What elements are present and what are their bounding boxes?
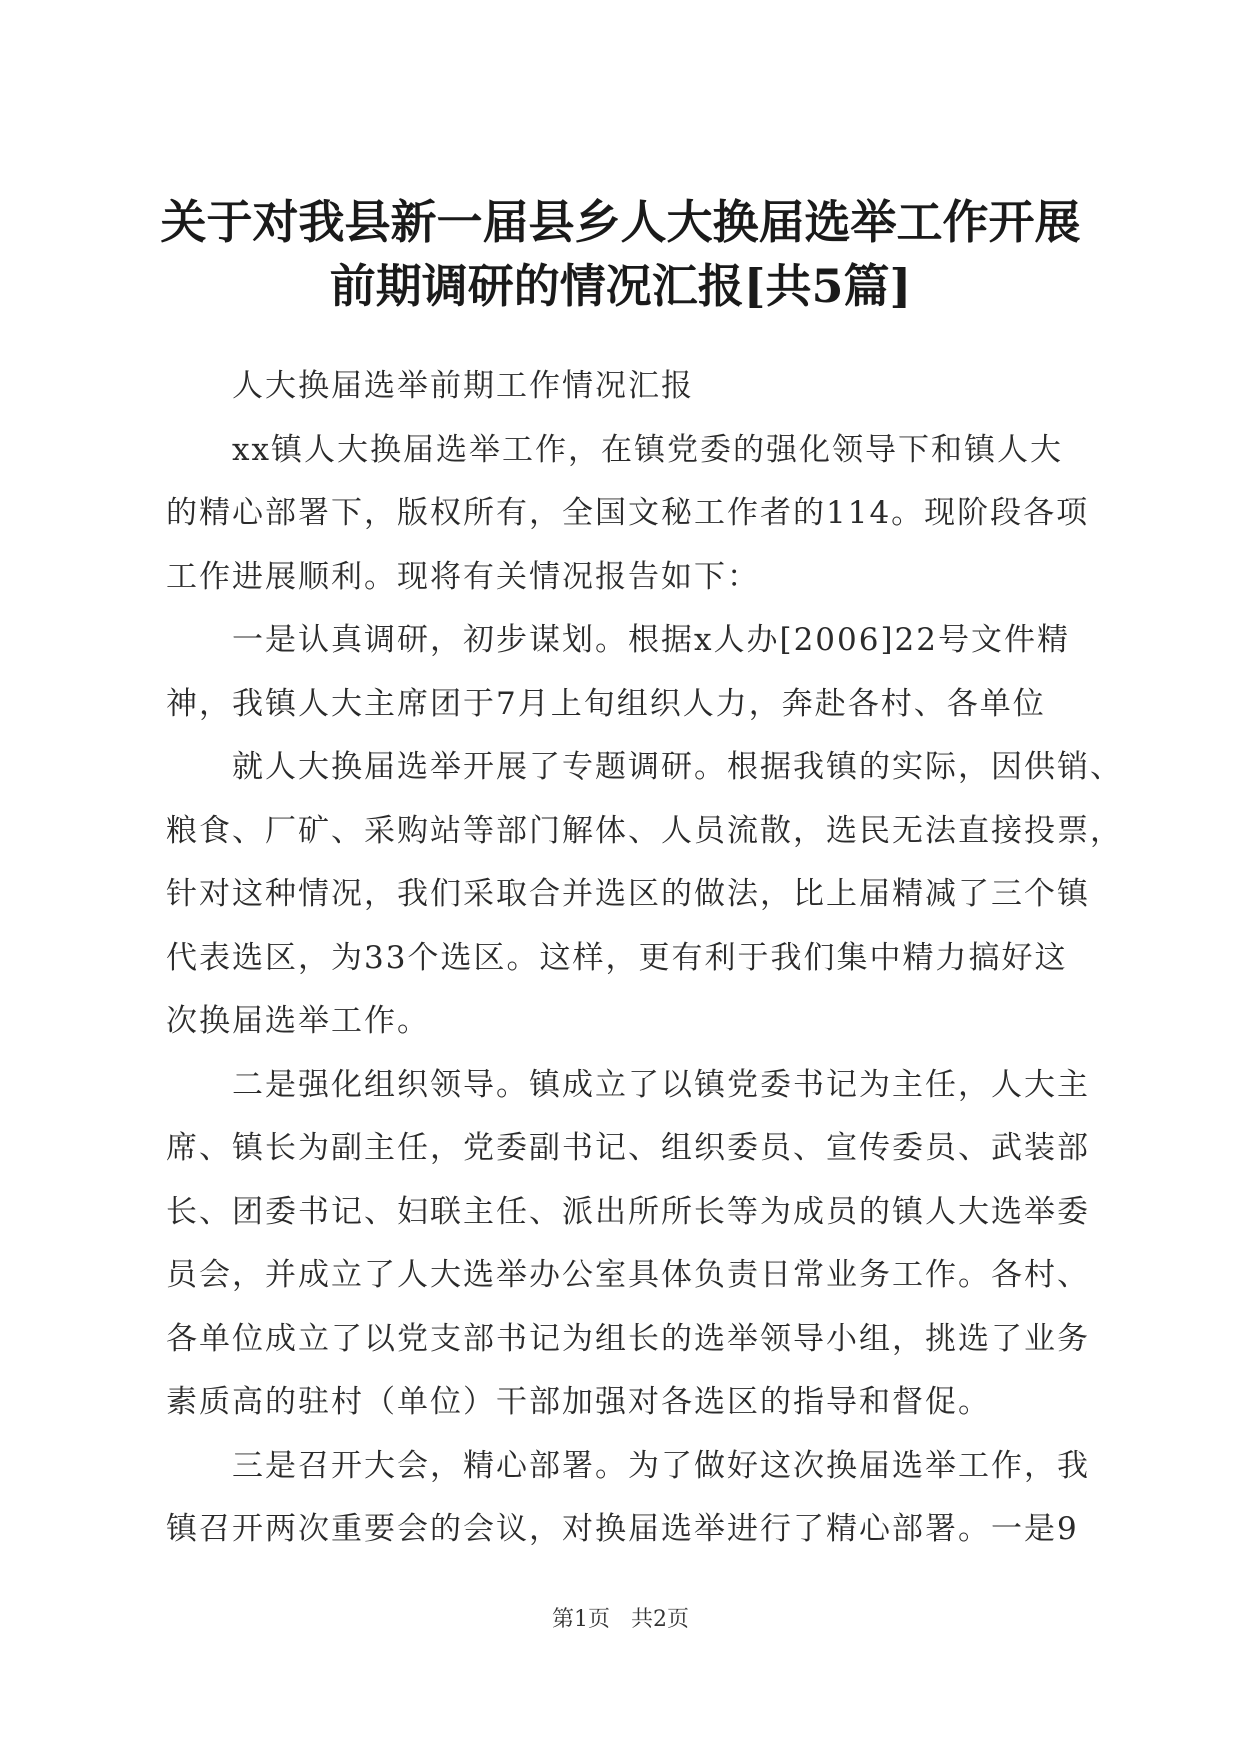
paragraph-organization-line: 长、团委书记、妇联主任、派出所所长等为成员的镇人大选举委 — [166, 1193, 1090, 1230]
paragraph-intro-line: 工作进展顺利。现将有关情况报告如下： — [166, 558, 760, 595]
paragraph-organization-line: 二是强化组织领导。镇成立了以镇党委书记为主任，人大主 — [232, 1066, 1090, 1103]
paragraph-organization-line: 员会，并成立了人大选举办公室具体负责日常业务工作。各村、 — [166, 1257, 1090, 1293]
page-number-current: 第1页 — [552, 1607, 610, 1632]
paragraph-meeting-line: 三是召开大会，精心部署。为了做好这次换届选举工作，我 — [232, 1447, 1090, 1484]
document-title — [0, 190, 1241, 317]
page-footer — [0, 1605, 1241, 1635]
paragraph-districts-line: 粮食、厂矿、采购站等部门解体、人员流散，选民无法直接投票， — [166, 812, 1123, 849]
paragraph-intro-line: xx镇人大换届选举工作，在镇党委的强化领导下和镇人大 — [232, 431, 1063, 468]
paragraph-organization-line: 素质高的驻村（单位）干部加强对各选区的指导和督促。 — [166, 1384, 991, 1420]
paragraph-organization-line: 各单位成立了以党支部书记为组长的选举领导小组，挑选了业务 — [166, 1320, 1090, 1357]
document-title-line-2: 前期调研的情况汇报[共5篇] — [329, 258, 912, 313]
paragraph-research-line: 神，我镇人大主席团于7月上旬组织人力，奔赴各村、各单位 — [166, 685, 1046, 722]
paragraph-districts-line: 代表选区，为33个选区。这样，更有利于我们集中精力搞好这 — [166, 939, 1068, 976]
paragraph-intro-line: 的精心部署下，版权所有，全国文秘工作者的114。现阶段各项 — [166, 495, 1090, 531]
document-body — [166, 355, 1123, 1562]
document-title-line-1: 关于对我县新一届县乡人大换届选举工作开展 — [160, 195, 1081, 249]
paragraph-meeting-line: 镇召开两次重要会的会议，对换届选举进行了精心部署。一是9 — [166, 1511, 1079, 1547]
paragraph-districts-line: 次换届选举工作。 — [166, 1003, 430, 1039]
paragraph-research-line: 一是认真调研，初步谋划。根据x人办[2006]22号文件精 — [232, 622, 1071, 658]
document-subtitle: 人大换届选举前期工作情况汇报 — [232, 368, 694, 404]
paragraph-districts-line: 针对这种情况，我们采取合并选区的做法，比上届精减了三个镇 — [166, 876, 1090, 912]
paragraph-districts-line: 就人大换届选举开展了专题调研。根据我镇的实际，因供销、 — [232, 749, 1123, 785]
page-number-total: 共2页 — [631, 1607, 689, 1632]
paragraph-organization-line: 席、镇长为副主任，党委副书记、组织委员、宣传委员、武装部 — [166, 1130, 1090, 1166]
